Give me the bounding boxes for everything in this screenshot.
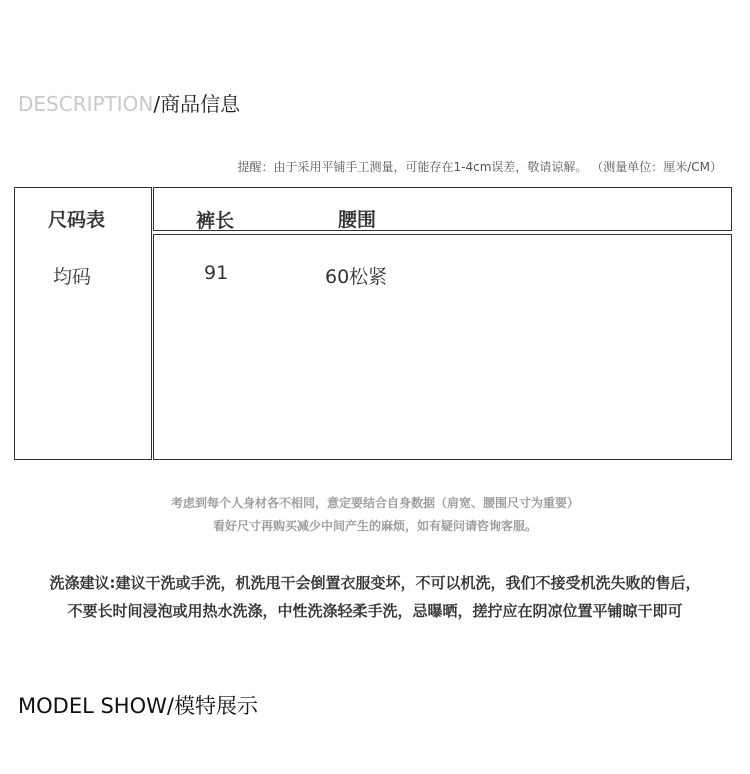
title-en: DESCRIPTION [18,92,154,116]
tip-line-2: 看好尺寸再购买减少中间产生的麻烦，如有疑问请咨询客服。 [212,519,537,533]
section-title-description [18,88,240,117]
size-table-header-box [153,187,732,231]
section-title-model-show [18,690,258,720]
size-table-label: 尺码表 [48,209,106,231]
size-name: 均码 [53,266,92,288]
wash-advice-line-1: 洗涤建议:建议干洗或手洗，机洗甩干会倒置衣服变坏，不可以机洗，我们不接受机洗失败的售后， [49,574,701,592]
model-title-en: MODEL SHOW [18,694,167,718]
measurement-notice: 提醒：由于采用平铺手工测量，可能存在1-4cm误差，敬请谅解。 （测量单位：厘米/CM） [237,160,722,174]
title-cn: 商品信息 [160,92,241,116]
wash-advice-line-2: 不要长时间浸泡或用热水洗涤，中性洗涤轻柔手洗，忌曝晒，搓拧应在阴凉位置平铺晾干即可 [67,602,683,620]
model-title-cn: 模特展示 [173,694,258,718]
header-length: 裤长 [196,210,235,232]
tip-line-1: 考虑到每个人身材各不相同，意定要结合自身数据（肩宽、腰围尺寸为重要） [170,496,579,510]
value-length: 91 [204,262,229,284]
model-title-separator: / [166,694,174,718]
header-waist: 腰围 [338,209,377,231]
size-table-body-box [153,234,732,460]
title-separator: / [153,92,161,116]
value-waist: 60松紧 [325,266,388,288]
